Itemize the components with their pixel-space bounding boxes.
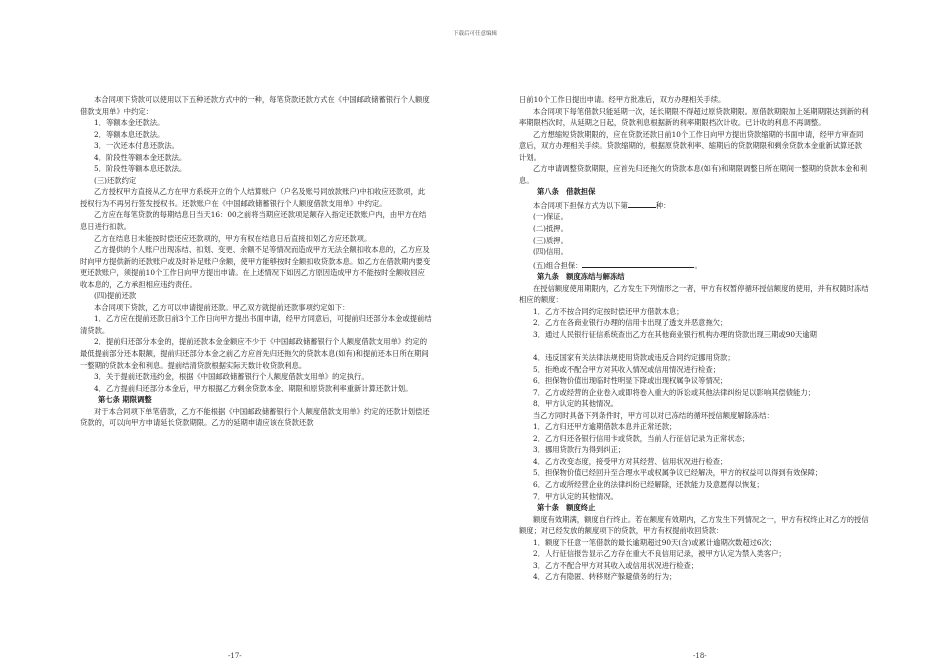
paragraph-text: (一)保证。 [533, 212, 568, 222]
paragraph-text: 第七条 期限调整 [98, 395, 152, 405]
paragraph [519, 198, 869, 212]
article-heading [519, 502, 869, 514]
paragraph-text: 对于本合同项下单笔借款，乙方不能根据《中国邮政储蓄银行个人额度借款支用单》约定的还款计划偿还贷款的，可以向甲方申请延长贷款期限。乙方的延期申请应该在贷款还款 [80, 406, 430, 428]
paragraph [519, 514, 869, 537]
paragraph [80, 371, 432, 383]
paragraph [519, 398, 869, 410]
paragraph-text: 1．额度下任意一笔借款的最长逾期超过90天(含)或累计逾期次数超过6次； [533, 537, 777, 547]
paragraph [519, 560, 869, 572]
paragraph-text: 7．乙方或经营的企业卷入或即将卷入重大的诉讼或其他法律纠纷足以影响其偿债能力； [533, 387, 815, 397]
paragraph [519, 433, 869, 445]
paragraph-text: 本合同项下每笔借款只能延期一次，延长期限不得超过原贷款期限。原借款期限加上延期期限达到新的利率期限档次时，从延期之日起，贷款利息根据新的利率期限档次计收。已计收的利息不再调整。 [519, 106, 869, 128]
paragraph-text: 乙方应在每笔贷款的每期结息日当天16：00之前将当期应还款项足额存入指定还款账户内，由甲方在结息日进行扣款。 [80, 210, 427, 232]
paragraph [519, 421, 869, 433]
paragraph-text: 7．甲方认定的其他情况。 [533, 491, 618, 501]
paragraph-text: 第十条 额度终止 [537, 503, 596, 513]
paragraph-text: 第九条 额度冻结与解冻结 [537, 272, 625, 282]
paragraph-text: 3．一次还本付息还款法。 [94, 141, 179, 151]
article-heading [519, 186, 869, 198]
paragraph-text: (二)抵押。 [533, 224, 568, 234]
paragraph-text: 3．挪用贷款行为得到纠正； [533, 445, 626, 455]
paragraph [519, 444, 869, 456]
paragraph [80, 302, 432, 314]
paragraph [519, 94, 869, 106]
paragraph [80, 313, 432, 336]
paragraph [519, 364, 869, 376]
paragraph-text: 1．乙方应在提前还款日前3个工作日向甲方提出书面申请，经甲方同意后，可提前归还部分本金或提前结清贷款。 [80, 314, 432, 335]
paragraph [519, 246, 869, 258]
paragraph-text: 乙方申请调整贷款期限，应首先归还拖欠的贷款本息(如有)和期限调整日所在期间一整期的贷款本金和利息。 [519, 164, 868, 185]
paragraph [519, 223, 869, 235]
paragraph-text: 6．担保物价值出现临时性明显下降或出现权属争议等情况； [533, 376, 728, 386]
paragraph-text: 1．等额本金还款法。 [94, 118, 165, 128]
paragraph-text: 2．提前归还部分本金的，提前还款本金金额应不少于《中国邮政储蓄银行个人额度借款支用单》约定的最低提前部分还本限额，提前归还部分本金之前乙方应首先归还拖欠的贷款本息(如有)和提前还本日所在期间一整期的贷款本金和利息。提前结清贷款根据实际天数计收贷款利息。 [80, 337, 429, 370]
paragraph-text: 2．乙方在各商业银行办理的信用卡出现了透支并恶意拖欠； [533, 318, 728, 328]
article-heading [80, 394, 432, 406]
paragraph [80, 406, 432, 429]
paragraph [80, 152, 432, 164]
paragraph-text: (三)还款约定 [94, 175, 137, 185]
paragraph [519, 410, 869, 422]
paragraph [519, 491, 869, 503]
paragraph-text: 1．乙方不按合同约定按时偿还甲方借款本息； [533, 306, 684, 316]
paragraph [80, 163, 432, 175]
paragraph [80, 186, 432, 209]
paragraph [519, 375, 869, 387]
paragraph-text: 当乙方同时具备下列条件时，甲方可以对已冻结的循环授信额度解除冻结： [533, 410, 774, 420]
fill-in-blank [628, 198, 656, 208]
page-number-left: -17- [228, 652, 242, 660]
paragraph [80, 129, 432, 141]
paragraph-text: 2．人行征信报告显示乙方存在重大不良信用记录，被甲方认定为禁入类客户； [533, 549, 786, 559]
paragraph-text: 第八条 借款担保 [537, 187, 596, 197]
paragraph [519, 548, 869, 560]
paragraph-text: 日前10个工作日提出申请。经甲方批准后，双方办理相关手续。 [519, 95, 726, 104]
paragraph [519, 571, 869, 583]
paragraph-text: 2．等额本息还款法。 [94, 129, 165, 139]
paragraph-text: 本合同项下贷款可以使用以下五种还款方式中的一种，每笔贷款还款方式在《中国邮政储蓄银行个人额度借款支用单》中约定： [80, 95, 430, 116]
paragraph-text: 6．乙方或所经营企业的法律纠纷已经解除，还款能力及意愿得以恢复； [533, 480, 764, 489]
paragraph [80, 94, 432, 117]
paragraph-text-tail: 。 [694, 260, 702, 270]
paragraph [80, 336, 432, 371]
paragraph-text: 4．乙方改变态度，接受甲方对其经营、信用状况进行检查； [533, 456, 728, 466]
article-heading [519, 271, 869, 283]
paragraph [80, 209, 432, 232]
paragraph [80, 175, 432, 187]
right-page-column [519, 94, 869, 583]
paragraph-text: 5．担保物价值已经回升至合理水平或权属争议已经解决，甲方的权益可以得到有效保障； [533, 468, 823, 478]
paragraph-text: 4．乙方提前归还部分本金后，甲方根据乙方剩余贷款本金、期限和原贷款利率重新计算还款计划。 [94, 383, 413, 393]
paragraph-text: 乙方提供的个人账户出现冻结、扣划、变更、余额不足等情况而造成甲方无法全额扣收本息的，乙方应及时向甲方提供新的还款账户或及时补足账户余额，使甲方能够按时全额扣收贷款本息。如乙方在借款期内要变更还款账户，须提前10个工作日向甲方提出申请。在上述情况下如因乙方原因造成甲方不能按时全额收回应收本息的，乙方承担相应违约责任。 [80, 245, 431, 289]
paragraph [80, 383, 432, 395]
paragraph [519, 352, 869, 364]
paragraph [519, 258, 869, 272]
paragraph-text: 3．乙方不配合甲方对其收入或信用状况进行检查； [533, 560, 699, 570]
paragraph [519, 211, 869, 223]
paragraph-text: 2．乙方归还各银行信用卡或贷款，当前人行征信记录为正常状态； [533, 433, 750, 443]
paragraph [80, 290, 432, 302]
paragraph [519, 479, 869, 491]
paragraph-text: 5．阶段性等额本息还款法。 [94, 164, 187, 174]
paragraph [80, 117, 432, 129]
paragraph-text: 乙方在结息日未能按时偿还应还款项的，甲方有权在结息日后直接扣划乙方应还款项。 [94, 233, 372, 243]
paragraph-text: 5．拒绝或不配合甲方对其收入情况或信用情况进行检查； [533, 364, 721, 374]
page-header: 下载后可任意编辑 [452, 31, 497, 37]
paragraph [519, 456, 869, 468]
paragraph-text-tail: 种： [655, 200, 671, 210]
paragraph [80, 244, 432, 290]
paragraph-text: 乙方想缩短贷款期限的，应在贷款还款日前10个工作日向甲方提出贷款缩期的书面申请，经甲方审查同意后，双方办理相关手续。贷款缩期的，根据原贷款利率、缩期后的贷款期限和剩余贷款本金重新试算还款计划。 [519, 129, 864, 162]
paragraph-text: 4．阶段性等额本金还款法。 [94, 152, 187, 162]
paragraph [80, 233, 432, 245]
left-page-column [80, 94, 432, 429]
paragraph [519, 537, 869, 549]
paragraph [519, 329, 869, 341]
paragraph [519, 129, 869, 164]
paragraph-text: 4．乙方有隐匿、转移财产躲避债务的行为； [533, 572, 677, 582]
paragraph [519, 306, 869, 318]
paragraph [519, 387, 869, 399]
paragraph-text: 在授信额度使用期限内，乙方发生下列情形之一者，甲方有权暂停循环授信额度的使用，并有权随时冻结相应的额度： [519, 283, 869, 305]
paragraph-text: (四)信用。 [533, 247, 568, 257]
paragraph-text: 本合同项下贷款，乙方可以申请提前还款。甲乙双方就提前还款事项约定如下： [94, 302, 350, 312]
paragraph-text: 3．通过人民银行征信系统查出乙方在其他商业银行机构办理的贷款出现三期或90天逾期 [533, 329, 817, 339]
paragraph-text: 额度有效期满，额度自行终止。若在额度有效期内，乙方发生下列情况之一，甲方有权终止对乙方的授信额度；对已经发放的额度项下的贷款，甲方有权提前收回贷款： [519, 514, 869, 536]
paragraph-text: 本合同项下担保方式为以下第 [533, 200, 628, 210]
paragraph [519, 283, 869, 306]
page-number-right: -18- [693, 652, 707, 660]
paragraph-text: 8．甲方认定的其他情况。 [533, 399, 618, 409]
fill-in-blank [582, 258, 694, 268]
paragraph-text: (四)提前还款 [94, 291, 137, 301]
paragraph [80, 140, 432, 152]
paragraph-text: (三)质押。 [533, 235, 568, 245]
paragraph [519, 467, 869, 479]
paragraph [519, 317, 869, 329]
paragraph-text: 3．关于提前还款违约金，根据《中国邮政储蓄银行个人额度借款支用单》的定执行。 [94, 372, 369, 382]
paragraph-text: 4．违反国家有关法律法规使用贷款或违反合同约定挪用贷款； [533, 352, 735, 362]
paragraph [519, 106, 869, 129]
paragraph [519, 235, 869, 247]
paragraph [519, 163, 869, 186]
paragraph-text: 1．乙方归还甲方逾期借款本息并正常还款； [533, 422, 677, 432]
paragraph-text: (五)组合担保： [533, 260, 583, 270]
paragraph-text: 乙方授权甲方直接从乙方在甲方系统开立的个人结算账户（户名及账号同放款账户)中扣收应还款项，此授权行为不再另行签发授权书。还款账户在《中国邮政储蓄银行个人额度借款支用单》中约定。 [80, 187, 426, 208]
